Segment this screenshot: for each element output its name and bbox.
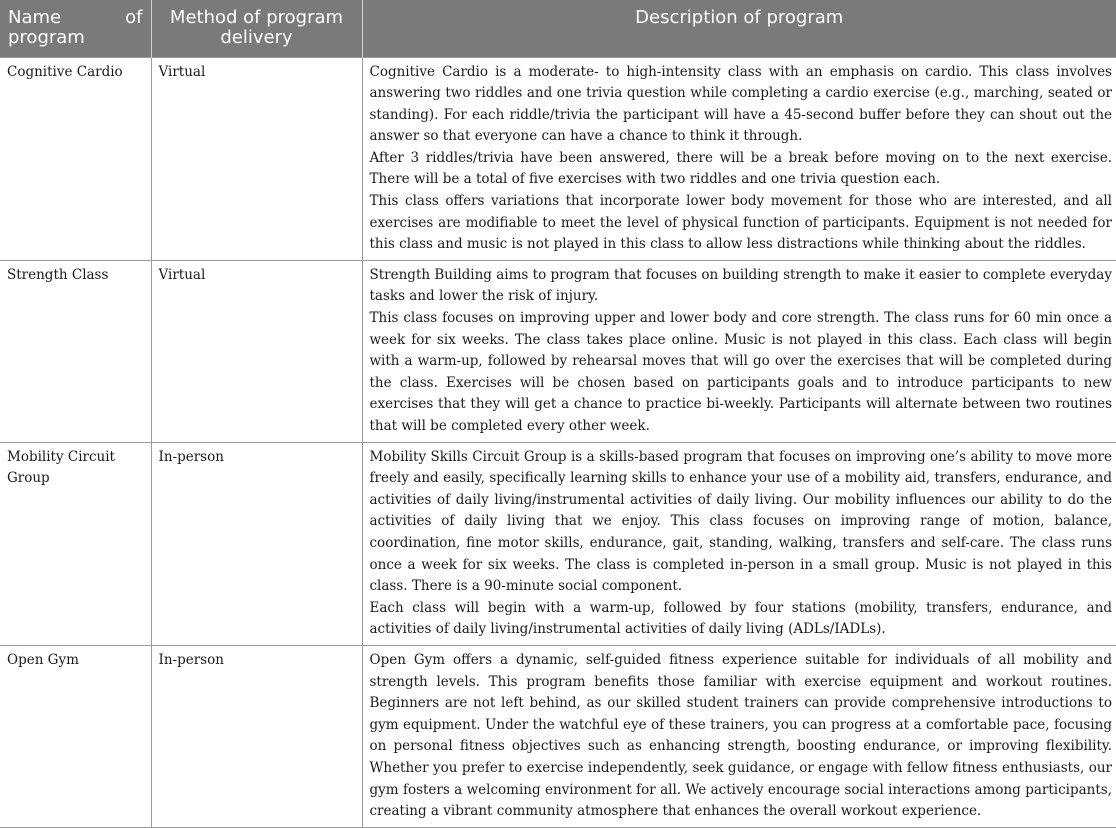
header-row bbox=[0, 0, 1116, 57]
description-paragraph: Mobility Skills Circuit Group is a skills-based program that focuses on improving one’s ability to move more freely and easily, specifically learning skills to enhance your use of a mobility aid, transfers, endurance, and activities of daily living/instrumental activities of daily living. Our mobility influences our ability to do the activities of daily living that we enjoy. This class focuses on improving range of motion, balance, coordination, fine motor skills, endurance, gait, standing, walking, transfers and self-care. The class runs once a week for six weeks. The class is completed in-person in a small group. Music is not played in this class. There is a 90-minute social component. bbox=[369, 448, 1112, 595]
description-paragraph: Cognitive Cardio is a moderate- to high-intensity class with an emphasis on cardio. This class involves answering two riddles and one trivia question while completing a cardio exercise (e.g., marching, seated or standing). For each riddle/trivia the participant will have a 45-second buffer before they can shout out the answer so that everyone can have a chance to think it through. bbox=[369, 63, 1112, 145]
description-cell bbox=[362, 442, 1116, 645]
description-paragraph: This class offers variations that incorporate lower body movement for those who are interested, and all exercises are modifiable to meet the level of physical function of participants. Equipment is not needed for this class and music is not played in this class to allow less distractions while thinking about the riddles. bbox=[369, 193, 1112, 253]
table-row bbox=[0, 645, 1116, 827]
description-cell bbox=[362, 260, 1116, 442]
header-name-line1: Name of bbox=[8, 7, 143, 28]
description-paragraph: Each class will begin with a warm-up, followed by four stations (mobility, transfers, endurance, and activities of daily living/instrumental activities of daily living (ADLs/IADLs). bbox=[369, 599, 1112, 638]
table-row bbox=[0, 57, 1116, 260]
header-name-line2: program bbox=[8, 27, 85, 48]
program-name-cell: Open Gym bbox=[0, 645, 151, 827]
delivery-method-cell: In-person bbox=[151, 442, 362, 645]
header-description: Description of program bbox=[362, 0, 1116, 57]
description-paragraph: After 3 riddles/trivia have been answered, there will be a break before moving on to the next exercise. There will be a total of five exercises with two riddles and one trivia question each. bbox=[369, 149, 1112, 188]
header-method-of-delivery: Method of program delivery bbox=[151, 0, 362, 57]
table-row bbox=[0, 260, 1116, 442]
table-row bbox=[0, 442, 1116, 645]
header-name-of-program bbox=[0, 0, 151, 57]
description-cell bbox=[362, 57, 1116, 260]
delivery-method-cell: In-person bbox=[151, 645, 362, 827]
delivery-method-cell: Virtual bbox=[151, 57, 362, 260]
description-cell bbox=[362, 645, 1116, 827]
description-paragraph: Open Gym offers a dynamic, self-guided fitness experience suitable for individuals of all mobility and strength levels. This program benefits those familiar with exercise equipment and workout routines. Beginners are not left behind, as our skilled student trainers can provide comprehensive introductions to gym equipment. Under the watchful eye of these trainers, you can progress at a comfortable pace, focusing on personal fitness objectives such as enhancing strength, boosting endurance, or improving flexibility. Whether you prefer to exercise independently, seek guidance, or engage with fellow fitness enthusiasts, our gym fosters a welcoming environment for all. We actively encourage social interactions among participants, creating a vibrant community atmosphere that enhances the overall workout experience. bbox=[369, 651, 1112, 820]
table-header bbox=[0, 0, 1116, 57]
program-name-cell: Mobility Circuit Group bbox=[0, 442, 151, 645]
description-paragraph: This class focuses on improving upper and lower body and core strength. The class runs for 60 min once a week for six weeks. The class takes place online. Music is not played in this class. Each class will begin with a warm-up, followed by rehearsal moves that will go over the exercises that will be completed during the class. Exercises will be chosen based on participants goals and to introduce participants to new exercises that they will get a chance to practice bi-weekly. Participants will alternate between two routines that will be completed every other week. bbox=[369, 310, 1112, 434]
description-paragraph: Strength Building aims to program that focuses on building strength to make it easier to complete everyday tasks and lower the risk of injury. bbox=[369, 266, 1112, 305]
delivery-method-cell: Virtual bbox=[151, 260, 362, 442]
program-name-cell: Cognitive Cardio bbox=[0, 57, 151, 260]
table-body bbox=[0, 57, 1116, 827]
program-name-cell: Strength Class bbox=[0, 260, 151, 442]
